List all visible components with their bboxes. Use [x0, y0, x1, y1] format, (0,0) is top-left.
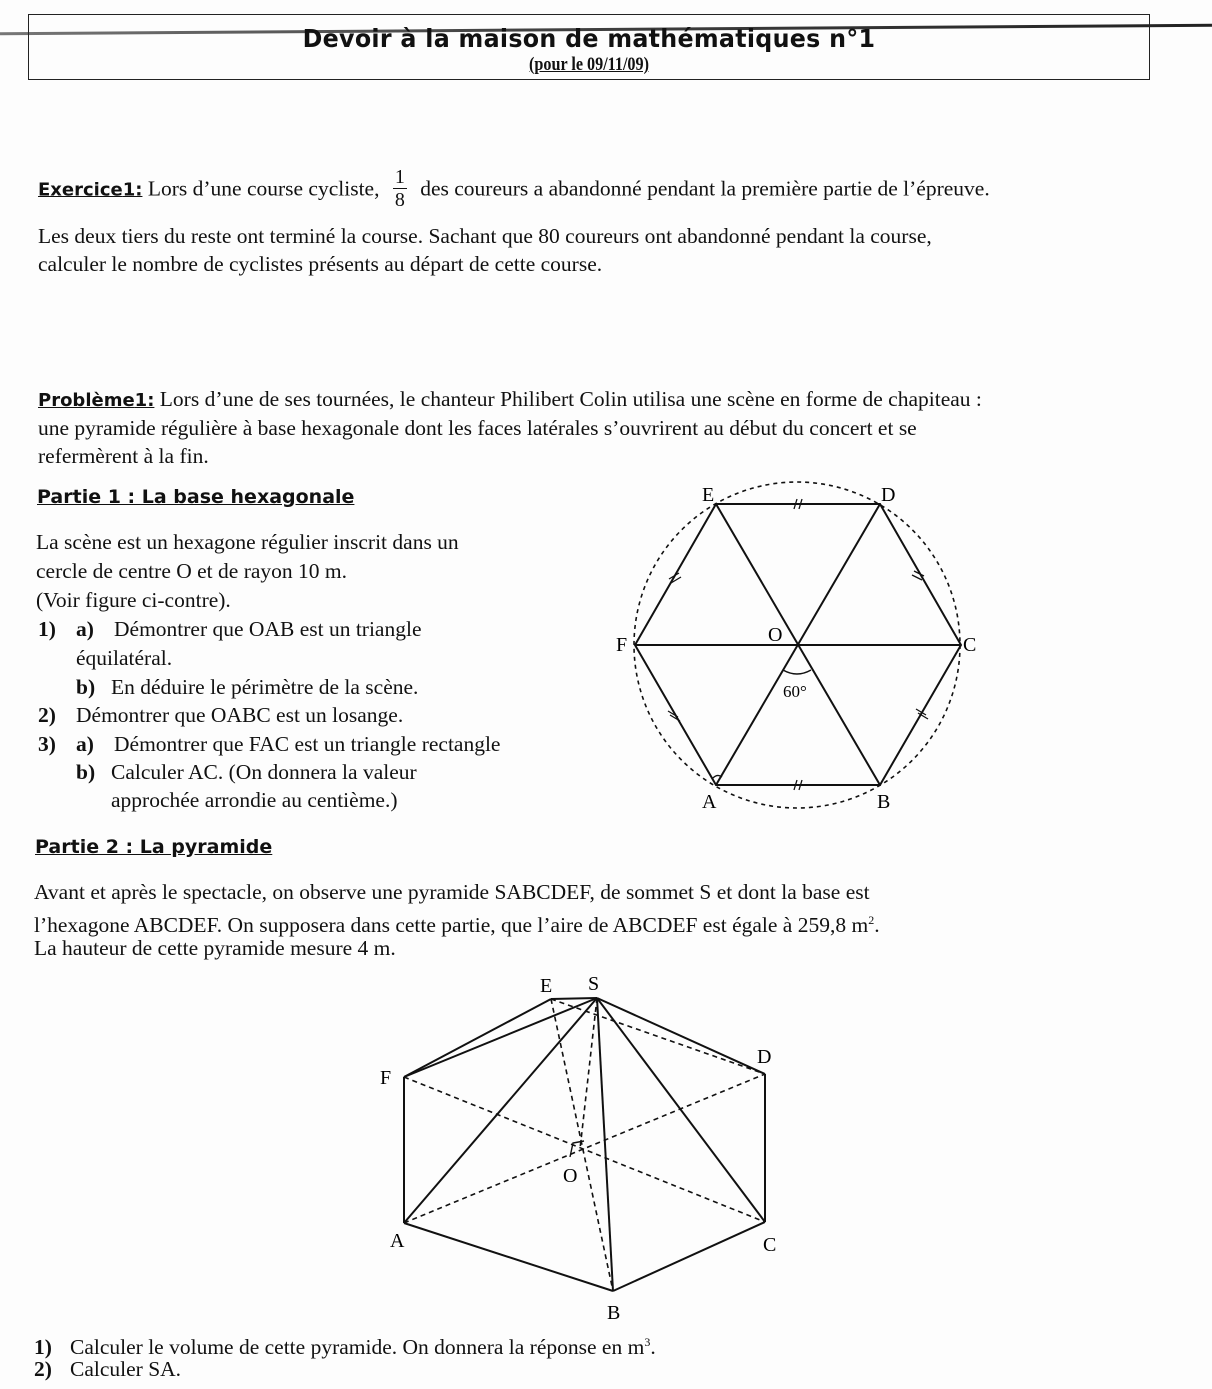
question-3b-cont: approchée arrondie au centième.)	[111, 788, 398, 812]
angle-label: 60°	[783, 682, 807, 701]
fraction-denominator: 8	[394, 189, 405, 211]
question-text: Démontrer que FAC est un triangle rectangle	[114, 732, 501, 756]
partie2-line-1: Avant et après le spectacle, on observe une pyramide SABCDEF, de sommet S et dont la base est	[34, 880, 870, 904]
exercice-text: Lors d’une course cycliste,	[142, 176, 385, 201]
fraction-numerator: 1	[394, 166, 405, 188]
probleme-line-1	[38, 385, 982, 415]
period: .	[650, 1335, 656, 1360]
question-sub: b)	[76, 760, 96, 784]
label-c: C	[763, 1234, 777, 1256]
pyramid-figure	[360, 960, 820, 1330]
pyramid-solid-edges	[404, 998, 765, 1291]
question-number: 2)	[38, 703, 56, 727]
question-sub: a)	[76, 617, 94, 641]
exercice-heading: Exercice	[38, 179, 123, 201]
probleme-heading: Problème	[38, 390, 135, 411]
partie2-line-2-text: l’hexagone ABCDEF. On supposera dans cette partie, que l’aire de ABCDEF est égale à 259,8 m	[34, 913, 869, 938]
label-a: A	[390, 1230, 405, 1252]
question-1a	[38, 615, 422, 643]
exponent: 2	[868, 913, 875, 927]
label-s: S	[588, 973, 600, 995]
label-e: E	[540, 975, 553, 997]
question-text: Calculer SA.	[70, 1357, 182, 1381]
question-3b	[76, 758, 417, 786]
partie2-heading: Partie 2 : La pyramide	[35, 836, 273, 858]
label-e: E	[702, 484, 715, 506]
question-text: En déduire le périmètre de la scène.	[111, 675, 419, 699]
fraction-one-eighth	[393, 166, 407, 211]
question-2	[38, 701, 403, 729]
question-number: 2)	[34, 1357, 52, 1381]
label-f: F	[380, 1067, 392, 1089]
hexagon-figure	[600, 475, 1000, 820]
question-number: 3)	[38, 732, 56, 756]
partie1-intro-1: La scène est un hexagone régulier inscrit dans un	[36, 530, 459, 554]
partie1-intro-2: cercle de centre O et de rayon 10 m.	[36, 559, 347, 583]
label-a: A	[702, 791, 717, 813]
question-text: Démontrer que OABC est un losange.	[76, 703, 404, 727]
due-date: (pour le 09/11/09)	[529, 54, 649, 75]
label-d: D	[757, 1046, 772, 1068]
label-d: D	[881, 484, 896, 506]
probleme-line-3: refermèrent à la fin.	[38, 444, 209, 468]
label-o: O	[768, 624, 783, 646]
label-o: O	[563, 1165, 578, 1187]
question-sub: b)	[76, 675, 96, 699]
period: .	[874, 913, 880, 938]
exercice-marker: 1:	[122, 179, 143, 201]
exercice-line-1	[38, 168, 990, 213]
question-text: Calculer le volume de cette pyramide. On donnera la réponse en m	[70, 1335, 645, 1360]
partie2-question-2	[34, 1355, 181, 1383]
question-text: Calculer AC. (On donnera la valeur	[111, 760, 417, 784]
exercice-text-cont: des coureurs a abandonné pendant la première partie de l’épreuve.	[414, 176, 990, 201]
exercice-line-3: calculer le nombre de cyclistes présents au départ de cette course.	[38, 252, 603, 276]
question-number: 1)	[34, 1335, 52, 1360]
angle-arc-60	[783, 670, 811, 674]
question-sub: a)	[76, 732, 94, 756]
question-1a-cont: équilatéral.	[76, 646, 173, 670]
label-c: C	[963, 634, 977, 656]
probleme-marker: 1:	[134, 390, 155, 411]
partie1-intro-3: (Voir figure ci-contre).	[36, 588, 231, 612]
probleme-text: Lors d’une de ses tournées, le chanteur Philibert Colin utilisa une scène en forme de chapiteau :	[154, 387, 982, 411]
exponent: 3	[644, 1335, 651, 1349]
label-f: F	[616, 634, 628, 656]
partie2-line-3: La hauteur de cette pyramide mesure 4 m.	[34, 936, 396, 960]
exercice-line-2: Les deux tiers du reste ont terminé la course. Sachant que 80 coureurs ont abandonné pendant la course,	[38, 224, 932, 248]
label-b: B	[607, 1302, 621, 1324]
probleme-line-2: une pyramide régulière à base hexagonale dont les faces latérales s’ouvrirent au début du concert et se	[38, 416, 917, 440]
question-text: Démontrer que OAB est un triangle	[114, 617, 422, 641]
title-box	[28, 14, 1150, 80]
question-1b	[76, 673, 418, 701]
document-title: Devoir à la maison de mathématiques n°1	[302, 24, 876, 53]
partie1-heading: Partie 1 : La base hexagonale	[37, 486, 355, 508]
label-b: B	[877, 791, 891, 813]
question-number: 1)	[38, 617, 56, 641]
question-3a	[38, 730, 500, 758]
